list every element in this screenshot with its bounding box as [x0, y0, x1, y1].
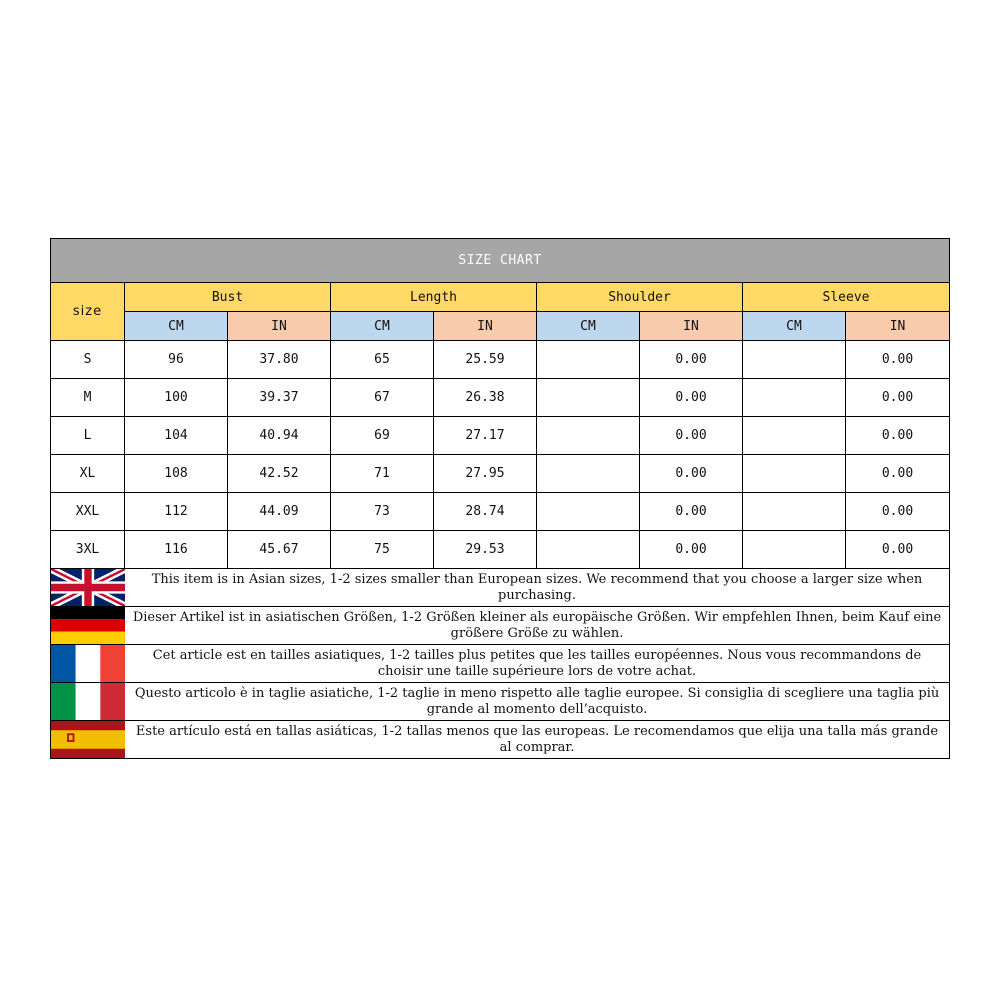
table-cell: 67 [331, 379, 434, 417]
table-cell: 39.37 [228, 379, 331, 417]
table-cell: 73 [331, 493, 434, 531]
table-cell: 44.09 [228, 493, 331, 531]
size-chart [50, 238, 949, 759]
table-cell: 0.00 [640, 493, 743, 531]
size-cell: S [51, 341, 125, 379]
table-cell: 96 [125, 341, 228, 379]
table-cell: 100 [125, 379, 228, 417]
table-cell [743, 341, 846, 379]
notice-text: Este artículo está en tallas asiáticas, 1-2 tallas menos que las europeas. Le recomendamos que elija una talla más grande al comprar. [125, 721, 950, 759]
notice-row-english [51, 569, 950, 607]
unit-header-cm: CM [331, 312, 434, 341]
unit-header-cm: CM [125, 312, 228, 341]
table-cell [743, 455, 846, 493]
table-cell: 25.59 [434, 341, 537, 379]
size-cell: XL [51, 455, 125, 493]
notice-text: This item is in Asian sizes, 1-2 sizes smaller than European sizes. We recommend that you choose a larger size when purchasing. [125, 569, 950, 607]
table-cell: 108 [125, 455, 228, 493]
table-cell: 0.00 [846, 493, 950, 531]
table-cell: 42.52 [228, 455, 331, 493]
table-cell: 27.95 [434, 455, 537, 493]
table-row [51, 417, 950, 455]
table-cell: 0.00 [846, 341, 950, 379]
table-cell: 65 [331, 341, 434, 379]
table-cell [743, 417, 846, 455]
size-column-header: size [51, 283, 125, 341]
notice-row-german [51, 607, 950, 645]
table-cell: 0.00 [846, 531, 950, 569]
size-cell: L [51, 417, 125, 455]
table-cell: 0.00 [640, 531, 743, 569]
table-cell: 112 [125, 493, 228, 531]
table-cell [537, 379, 640, 417]
notice-text: Questo articolo è in taglie asiatiche, 1-2 taglie in meno rispetto alle taglie europee. Si consiglia di scegliere una taglia più grande al momento dell’acquisto. [125, 683, 950, 721]
france-flag-icon [51, 645, 125, 683]
notice-text: Dieser Artikel ist in asiatischen Größen, 1-2 Größen kleiner als europäische Größen. Wir empfehlen Ihnen, beim Kauf eine größere Größe zu wählen. [125, 607, 950, 645]
table-cell [537, 341, 640, 379]
table-row [51, 493, 950, 531]
group-header-shoulder: Shoulder [537, 283, 743, 312]
table-cell: 0.00 [846, 455, 950, 493]
table-cell [743, 379, 846, 417]
size-cell: M [51, 379, 125, 417]
table-row [51, 531, 950, 569]
table-cell [537, 455, 640, 493]
table-cell: 0.00 [640, 417, 743, 455]
unit-header-in: IN [846, 312, 950, 341]
table-row [51, 379, 950, 417]
table-cell: 26.38 [434, 379, 537, 417]
table-cell: 0.00 [640, 341, 743, 379]
table-cell: 37.80 [228, 341, 331, 379]
uk-flag-icon [51, 569, 125, 607]
table-row [51, 455, 950, 493]
size-cell: XXL [51, 493, 125, 531]
size-cell: 3XL [51, 531, 125, 569]
table-row [51, 341, 950, 379]
group-header-bust: Bust [125, 283, 331, 312]
chart-title: SIZE CHART [51, 239, 950, 283]
unit-header-cm: CM [537, 312, 640, 341]
group-header-length: Length [331, 283, 537, 312]
table-cell [537, 531, 640, 569]
unit-header-cm: CM [743, 312, 846, 341]
spain-flag-icon [51, 721, 125, 759]
table-cell: 29.53 [434, 531, 537, 569]
group-header-sleeve: Sleeve [743, 283, 950, 312]
table-cell [743, 493, 846, 531]
table-cell: 116 [125, 531, 228, 569]
unit-header-in: IN [434, 312, 537, 341]
table-cell: 0.00 [846, 417, 950, 455]
table-cell: 28.74 [434, 493, 537, 531]
table-cell: 0.00 [640, 379, 743, 417]
table-cell: 0.00 [846, 379, 950, 417]
table-cell [743, 531, 846, 569]
italy-flag-icon [51, 683, 125, 721]
table-cell [537, 417, 640, 455]
notice-row-italian [51, 683, 950, 721]
table-cell [537, 493, 640, 531]
notice-row-spanish [51, 721, 950, 759]
unit-header-in: IN [640, 312, 743, 341]
germany-flag-icon [51, 607, 125, 645]
table-cell: 69 [331, 417, 434, 455]
unit-header-in: IN [228, 312, 331, 341]
table-cell: 40.94 [228, 417, 331, 455]
size-chart-table [50, 238, 950, 759]
table-cell: 104 [125, 417, 228, 455]
table-cell: 0.00 [640, 455, 743, 493]
table-cell: 45.67 [228, 531, 331, 569]
notice-text: Cet article est en tailles asiatiques, 1-2 tailles plus petites que les tailles européennes. Nous vous recommandons de choisir une taille supérieure lors de votre achat. [125, 645, 950, 683]
table-cell: 71 [331, 455, 434, 493]
table-cell: 75 [331, 531, 434, 569]
notice-row-french [51, 645, 950, 683]
table-cell: 27.17 [434, 417, 537, 455]
